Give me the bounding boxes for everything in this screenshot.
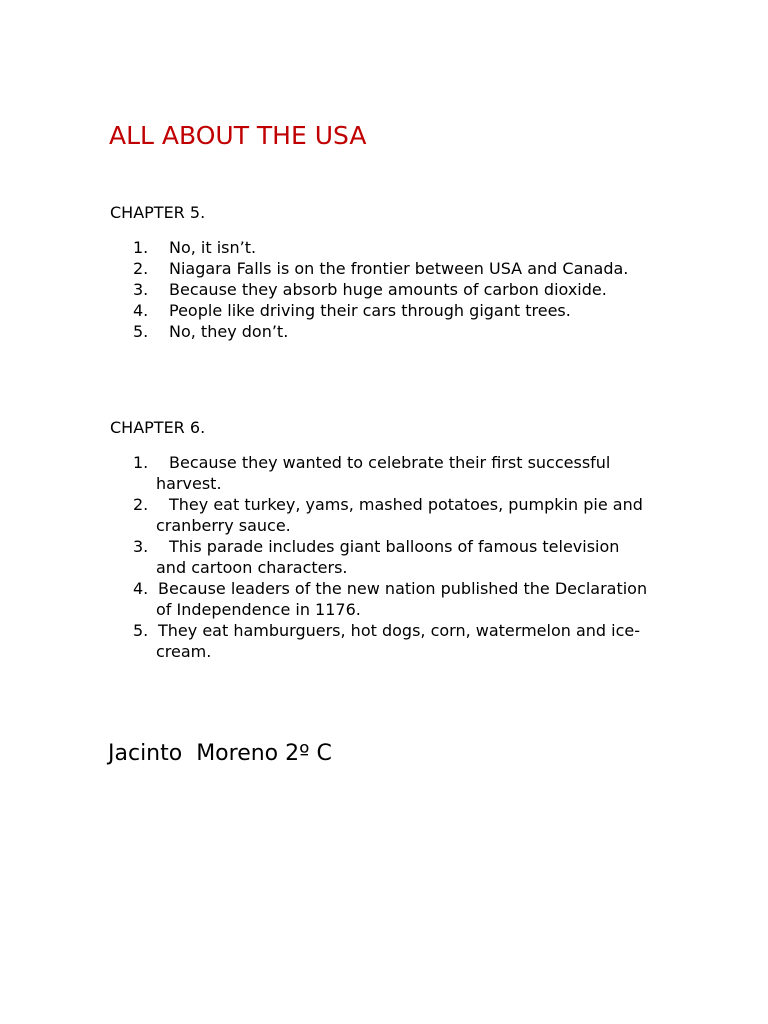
item-number: 4. xyxy=(133,579,149,598)
item-number: 3. xyxy=(133,537,149,556)
item-text: This parade includes giant balloons of famous television and cartoon characters. xyxy=(156,537,620,577)
item-number: 1. xyxy=(133,453,149,472)
item-text: No, it isn’t. xyxy=(169,238,257,257)
list-item xyxy=(110,300,650,321)
item-text: Because leaders of the new nation published the Declaration of Independence in 1176. xyxy=(156,579,648,619)
item-number: 5. xyxy=(133,621,149,640)
item-text: People like driving their cars through gigant trees. xyxy=(169,301,571,320)
item-text: No, they don’t. xyxy=(169,322,289,341)
item-number: 4. xyxy=(133,301,149,320)
item-text: They eat hamburguers, hot dogs, corn, watermelon and ice-cream. xyxy=(156,621,641,661)
item-number: 3. xyxy=(133,280,149,299)
answer-list xyxy=(110,452,650,662)
list-item xyxy=(110,578,650,620)
item-number: 1. xyxy=(133,238,149,257)
list-item xyxy=(110,237,650,258)
list-item xyxy=(110,258,650,279)
list-item xyxy=(110,452,650,494)
item-number: 2. xyxy=(133,259,149,278)
list-item xyxy=(110,620,650,662)
item-text: They eat turkey, yams, mashed potatoes, pumpkin pie and cranberry sauce. xyxy=(156,495,643,535)
item-number: 2. xyxy=(133,495,149,514)
list-item xyxy=(110,321,650,342)
list-item xyxy=(110,494,650,536)
item-text: Niagara Falls is on the frontier between USA and Canada. xyxy=(169,259,629,278)
chapter-heading: CHAPTER 6. xyxy=(110,418,206,437)
list-item xyxy=(110,536,650,578)
item-text: Because they wanted to celebrate their first successful harvest. xyxy=(156,453,611,493)
chapter-heading: CHAPTER 5. xyxy=(110,203,206,222)
page-title: ALL ABOUT THE USA xyxy=(109,121,367,150)
item-number: 5. xyxy=(133,322,149,341)
answer-list xyxy=(110,237,650,342)
item-text: Because they absorb huge amounts of carbon dioxide. xyxy=(169,280,607,299)
list-item xyxy=(110,279,650,300)
author-signature: Jacinto Moreno 2º C xyxy=(108,741,332,766)
